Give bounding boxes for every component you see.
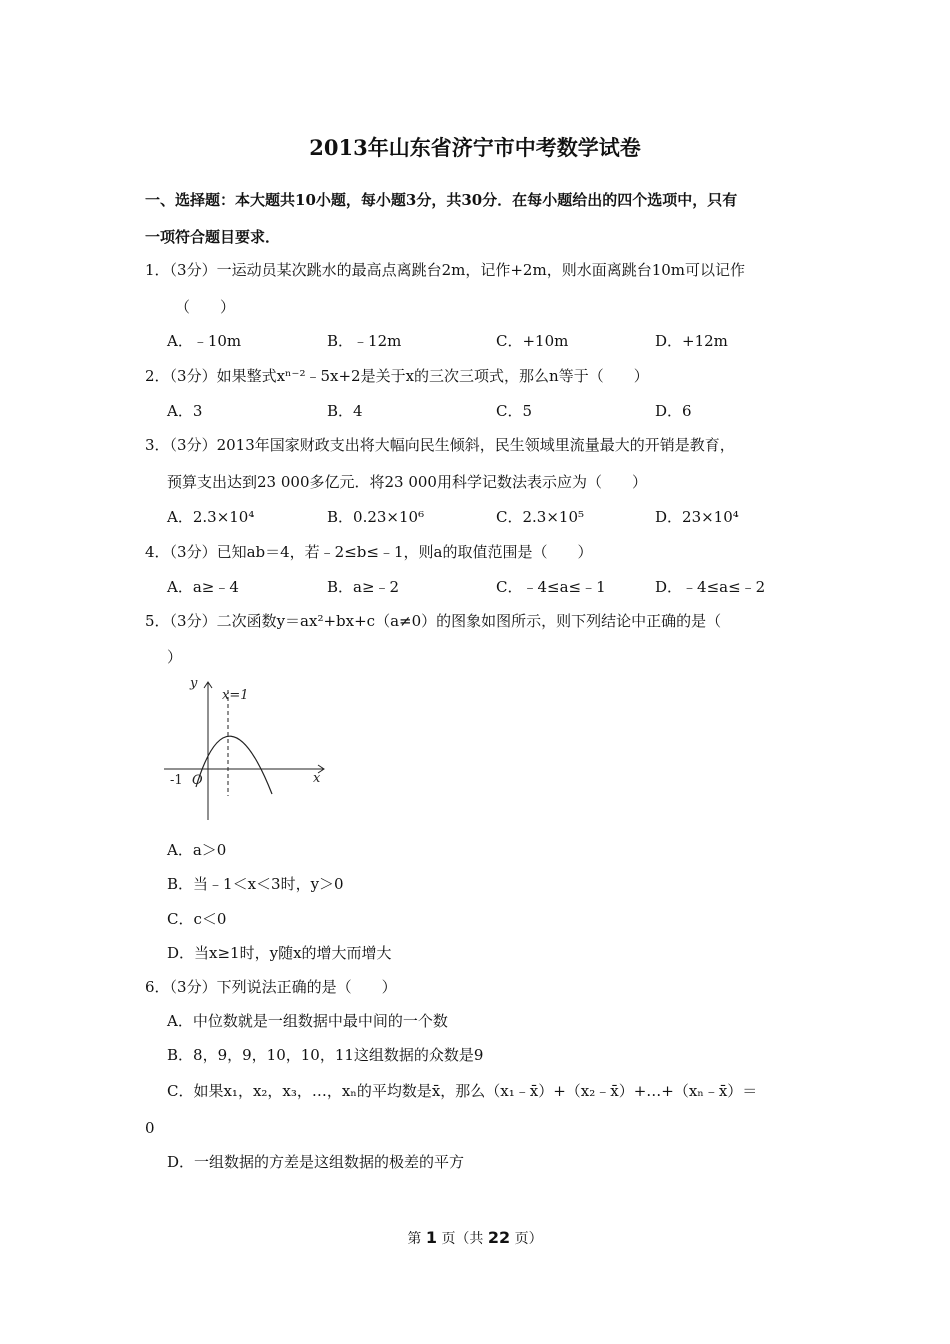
question-5-option-b: B．当﹣1＜x＜3时，y＞0 [167, 875, 344, 893]
page-footer [0, 1228, 950, 1249]
question-6-stem: 6．（3分）下列说法正确的是（ ） [145, 978, 397, 996]
question-6-option-c-cont: 0 [145, 1119, 155, 1137]
graph-symmetry-label: x=1 [222, 688, 249, 703]
question-4-option-b: B．a≥﹣2 [327, 578, 400, 596]
question-1-option-b: B．﹣12m [327, 332, 402, 350]
question-1-option-c: C．+10m [496, 332, 569, 350]
footer-mid: 页（共 [441, 1231, 484, 1247]
question-3-stem: 3．（3分）2013年国家财政支出将大幅向民生倾斜，民生领域里流量最大的开销是教育， [145, 436, 735, 454]
footer-suffix: 页） [514, 1231, 543, 1247]
question-5-option-a: A．a＞0 [167, 841, 227, 859]
graph-y-label: y [190, 676, 198, 691]
question-5-option-d: D．当x≥1时，y随x的增大而增大 [167, 944, 392, 962]
question-5-stem-cont: ） [167, 648, 183, 666]
question-3-option-b: B．0.23×10⁶ [327, 508, 425, 526]
question-1-stem-cont: （ ） [175, 298, 236, 316]
question-4-stem: 4．（3分）已知ab＝4，若﹣2≤b≤﹣1，则a的取值范围是（ ） [145, 543, 593, 561]
question-6-option-c: C．如果x₁，x₂，x₃，…，xₙ的平均数是x̄，那么（x₁﹣x̄）+（x₂﹣x̄）+…+（xₙ﹣x̄）＝ [167, 1082, 758, 1100]
footer-total-pages: 22 [487, 1228, 511, 1247]
graph-neg-one-label: -1 [170, 773, 183, 788]
footer-prefix: 第 [407, 1231, 422, 1247]
question-3-option-c: C．2.3×10⁵ [496, 508, 585, 526]
graph-origin-label: O [192, 773, 203, 788]
question-1-option-d: D．+12m [655, 332, 728, 350]
question-1-stem: 1．（3分）一运动员某次跳水的最高点离跳台2m，记作+2m，则水面离跳台10m可以记作 [145, 261, 746, 279]
section-heading-line2: 一项符合题目要求． [145, 228, 281, 246]
question-2-option-c: C．5 [496, 402, 533, 420]
question-5-stem: 5．（3分）二次函数y＝ax²+bx+c（a≠0）的图象如图所示，则下列结论中正确的是（ [145, 612, 722, 630]
section-heading-line1: 一、选择题：本大题共10小题，每小题3分，共30分．在每小题给出的四个选项中，只有 [145, 191, 738, 209]
question-3-stem-cont: 预算支出达到23 000多亿元．将23 000用科学记数法表示应为（ ） [167, 473, 647, 491]
question-3-option-d: D．23×10⁴ [655, 508, 739, 526]
question-2-option-b: B．4 [327, 402, 363, 420]
question-4-option-c: C．﹣4≤a≤﹣1 [496, 578, 606, 596]
question-3-option-a: A．2.3×10⁴ [167, 508, 255, 526]
question-2-option-d: D．6 [655, 402, 692, 420]
question-5-option-c: C．c＜0 [167, 910, 227, 928]
question-6-option-a: A．中位数就是一组数据中最中间的一个数 [167, 1012, 448, 1030]
graph-parabola-curve [196, 736, 272, 794]
page-title: 2013年山东省济宁市中考数学试卷 [309, 135, 641, 160]
question-6-option-b: B．8，9，9，10，10，11这组数据的众数是9 [167, 1046, 484, 1064]
question-1-option-a: A．﹣10m [167, 332, 242, 350]
question-6-option-d: D．一组数据的方差是这组数据的极差的平方 [167, 1153, 465, 1171]
footer-page-number: 1 [425, 1228, 437, 1247]
question-4-option-a: A．a≥﹣4 [167, 578, 239, 596]
graph-x-label: x [313, 771, 321, 786]
parabola-graph [160, 672, 332, 824]
question-2-stem: 2．（3分）如果整式xⁿ⁻²﹣5x+2是关于x的三次三项式，那么n等于（ ） [145, 367, 649, 385]
question-4-option-d: D．﹣4≤a≤﹣2 [655, 578, 766, 596]
question-2-option-a: A．3 [167, 402, 203, 420]
